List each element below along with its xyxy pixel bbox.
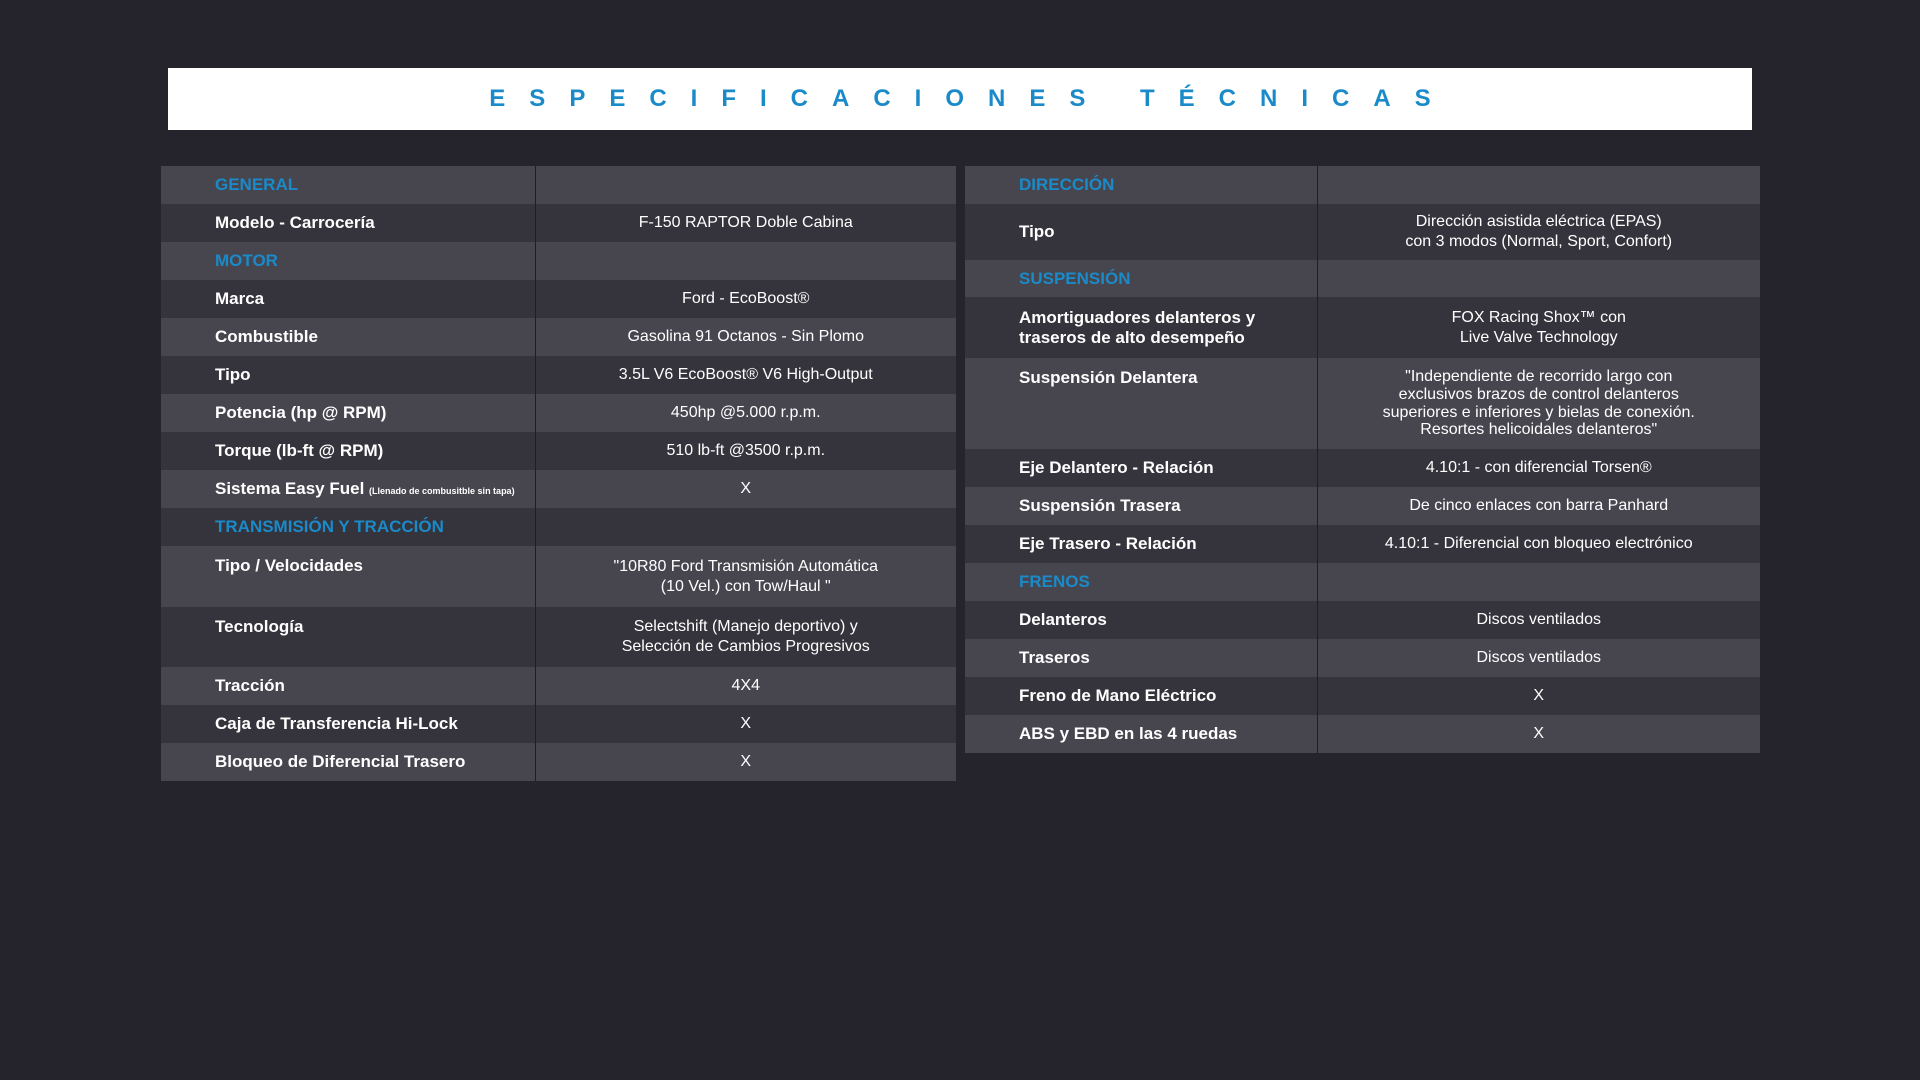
table-row — [965, 297, 1760, 358]
spec-label: Eje Delantero - Relación — [965, 449, 1317, 487]
table-row — [161, 743, 956, 781]
table-row — [965, 525, 1760, 563]
table-row — [965, 677, 1760, 715]
page-title: ESPECIFICACIONES TÉCNICAS — [489, 85, 1455, 112]
spec-label: Marca — [161, 280, 535, 318]
table-row — [161, 546, 956, 607]
spec-value-line: Resortes helicoidales delanteros" — [1420, 421, 1658, 439]
table-row — [965, 358, 1760, 449]
spec-label: ABS y EBD en las 4 ruedas — [965, 715, 1317, 753]
section-title-motor: MOTOR — [161, 242, 535, 280]
spec-value-line: Selectshift (Manejo deportivo) y — [633, 618, 858, 635]
table-row — [965, 639, 1760, 677]
spec-label: Tipo — [161, 356, 535, 394]
spec-value-line: (10 Vel.) con Tow/Haul " — [660, 577, 831, 595]
spec-value-line: Live Valve Technology — [1459, 328, 1618, 346]
spec-value-velocidades — [535, 546, 956, 607]
table-row — [965, 487, 1760, 525]
spec-label: Suspensión Delantera — [965, 358, 1317, 449]
spec-label: Traseros — [965, 639, 1317, 677]
spec-value: 3.5L V6 EcoBoost® V6 High-Output — [535, 356, 956, 394]
table-row — [161, 705, 956, 743]
section-row-suspension — [965, 260, 1760, 297]
spec-value: De cinco enlaces con barra Panhard — [1317, 487, 1760, 525]
spec-label: Sistema Easy Fuel — [215, 479, 365, 498]
spec-label: Delanteros — [965, 601, 1317, 639]
section-row-frenos — [965, 563, 1760, 601]
spec-value: X — [1317, 715, 1760, 753]
section-title-general: GENERAL — [161, 166, 535, 204]
spec-value-line: "10R80 Ford Transmisión Automática — [613, 557, 878, 575]
spec-label: Tipo / Velocidades — [161, 546, 535, 607]
spec-value: 450hp @5.000 r.p.m. — [535, 394, 956, 432]
table-row — [965, 204, 1760, 260]
title-banner — [168, 68, 1752, 130]
section-row-direccion — [965, 166, 1760, 204]
spec-value-line: "Independiente de recorrido largo con — [1405, 367, 1673, 385]
spec-label-note: (Llenado de combusitble sin tapa) — [369, 486, 515, 496]
section-title-suspension: SUSPENSIÓN — [965, 260, 1317, 297]
table-row — [161, 667, 956, 705]
table-row — [161, 470, 956, 508]
spec-value: Discos ventilados — [1317, 601, 1760, 639]
spec-label: Torque (lb-ft @ RPM) — [161, 432, 535, 470]
table-row — [161, 394, 956, 432]
spec-label: Tecnología — [161, 607, 535, 667]
spec-label-line: Amortiguadores delanteros y — [1019, 307, 1256, 327]
spec-value: X — [535, 470, 956, 508]
spec-value-line: FOX Racing Shox™ con — [1451, 308, 1626, 326]
spec-label: Potencia (hp @ RPM) — [161, 394, 535, 432]
section-title-transmision: TRANSMISIÓN Y TRACCIÓN — [161, 508, 535, 546]
spec-label: Freno de Mano Eléctrico — [965, 677, 1317, 715]
spec-value: 510 lb-ft @3500 r.p.m. — [535, 432, 956, 470]
spec-value: X — [535, 743, 956, 781]
table-row — [965, 715, 1760, 753]
spec-label: Combustible — [161, 318, 535, 356]
spec-label: Tipo — [965, 204, 1317, 260]
section-row-motor — [161, 242, 956, 280]
spec-value: Ford - EcoBoost® — [535, 280, 956, 318]
spec-label: Modelo - Carrocería — [161, 204, 535, 242]
spec-value-line: Dirección asistida eléctrica (EPAS) — [1415, 213, 1662, 230]
spec-value-dir-tipo — [1317, 204, 1760, 260]
spec-value: Gasolina 91 Octanos - Sin Plomo — [535, 318, 956, 356]
spec-value: 4.10:1 - Diferencial con bloqueo electrónico — [1317, 525, 1760, 563]
spec-label: Eje Trasero - Relación — [965, 525, 1317, 563]
spec-label-easyfuel — [161, 470, 535, 508]
spec-value-susp-delantera — [1317, 358, 1760, 449]
spec-table-left — [161, 166, 956, 781]
spec-label: Tracción — [161, 667, 535, 705]
spec-table-right — [965, 166, 1760, 753]
spec-value-line: con 3 modos (Normal, Sport, Confort) — [1405, 233, 1673, 250]
spec-value-amortiguadores — [1317, 297, 1760, 358]
spec-label-amortiguadores — [965, 297, 1317, 358]
table-row — [161, 280, 956, 318]
spec-label: Bloqueo de Diferencial Trasero — [161, 743, 535, 781]
section-row-transmision — [161, 508, 956, 546]
spec-value: 4X4 — [535, 667, 956, 705]
spec-label: Caja de Transferencia Hi-Lock — [161, 705, 535, 743]
section-title-frenos: FRENOS — [965, 563, 1317, 601]
spec-value-line: superiores e inferiores y bielas de conexión. — [1382, 403, 1695, 421]
spec-value: F-150 RAPTOR Doble Cabina — [535, 204, 956, 242]
table-row — [965, 449, 1760, 487]
section-row-general — [161, 166, 956, 204]
spec-label-line: traseros de alto desempeño — [1019, 327, 1245, 347]
section-title-direccion: DIRECCIÓN — [965, 166, 1317, 204]
table-row — [965, 601, 1760, 639]
spec-value: X — [1317, 677, 1760, 715]
spec-value-tecnologia — [535, 607, 956, 667]
table-row — [161, 318, 956, 356]
spec-value-line: exclusivos brazos de control delanteros — [1398, 385, 1679, 403]
spec-value: X — [535, 705, 956, 743]
spec-value: 4.10:1 - con diferencial Torsen® — [1317, 449, 1760, 487]
table-row — [161, 432, 956, 470]
spec-label: Suspensión Trasera — [965, 487, 1317, 525]
table-row — [161, 204, 956, 242]
spec-value-line: Selección de Cambios Progresivos — [621, 638, 870, 655]
spec-value: Discos ventilados — [1317, 639, 1760, 677]
table-row — [161, 607, 956, 667]
table-row — [161, 356, 956, 394]
